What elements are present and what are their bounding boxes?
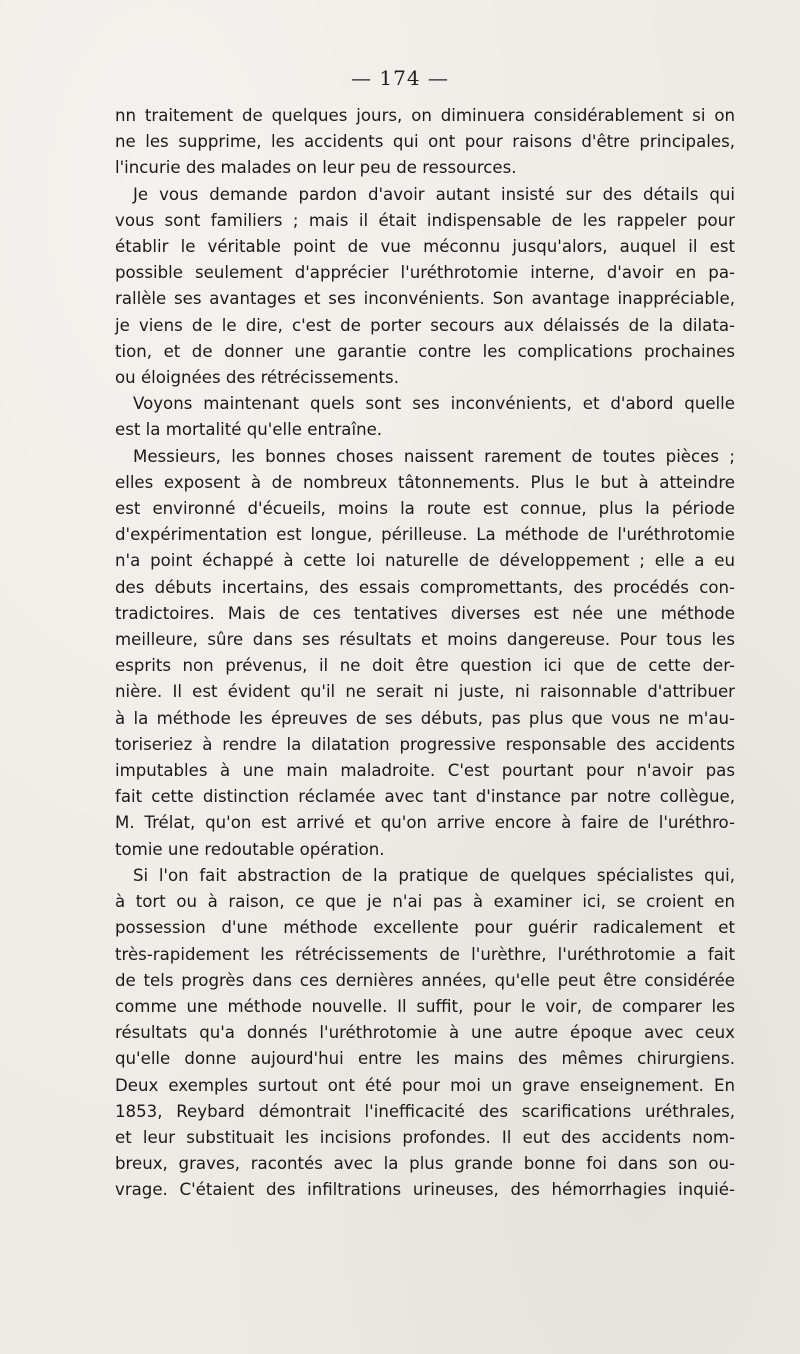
text-line: ou éloignées des rétrécissements.: [115, 368, 399, 388]
text-line: fait cette distinction réclamée avec tant d'instance par notre collègue,: [115, 787, 735, 807]
text-line: possible seulement d'apprécier l'uréthrotomie interne, d'avoir en pa-: [115, 263, 735, 283]
text-line: rallèle ses avantages et ses inconvénients. Son avantage inappréciable,: [115, 289, 735, 309]
text-line: n'a point échappé à cette loi naturelle de développement ; elle a eu: [115, 551, 735, 571]
text-line: très-rapidement les rétrécissements de l'urèthre, l'uréthrotomie a fait: [115, 944, 735, 964]
text-line: à tort ou à raison, ce que je n'ai pas à examiner ici, se croient en: [115, 892, 735, 912]
text-line: elles exposent à de nombreux tâtonnements. Plus le but à atteindre: [115, 472, 735, 492]
text-line: est la mortalité qu'elle entraîne.: [115, 420, 383, 440]
paragraph-2: [115, 182, 735, 392]
text-line: Voyons maintenant quels sont ses inconvénients, et d'abord quelle: [133, 394, 735, 414]
text-line: établir le véritable point de vue méconnu jusqu'alors, auquel il est: [115, 237, 735, 257]
text-line: possession d'une méthode excellente pour guérir radicalement et: [115, 918, 735, 938]
text-line: breux, graves, racontés avec la plus grande bonne foi dans son ou-: [115, 1154, 735, 1174]
text-line: de tels progrès dans ces dernières années, qu'elle peut être considérée: [115, 970, 735, 990]
text-line: vrage. C'étaient des infiltrations urineuses, des hémorrhagies inquié-: [115, 1180, 735, 1200]
text-line: je viens de le dire, c'est de porter secours aux délaissés de la dilata-: [115, 315, 735, 335]
text-line: comme une méthode nouvelle. Il suffit, pour le voir, de comparer les: [115, 996, 735, 1016]
text-line: ne les supprime, les accidents qui ont pour raisons d'être principales,: [115, 132, 735, 152]
body-text: [115, 103, 735, 1204]
text-line: tion, et de donner une garantie contre les complications prochaines: [115, 341, 735, 361]
paragraph-5: [115, 863, 735, 1204]
text-line: M. Trélat, qu'on est arrivé et qu'on arrive encore à faire de l'uréthro-: [115, 813, 735, 833]
text-line: à la méthode les épreuves de ses débuts, pas plus que vous ne m'au-: [115, 708, 735, 728]
text-line: tradictoires. Mais de ces tentatives diverses est née une méthode: [115, 603, 735, 623]
text-line: nière. Il est évident qu'il ne serait ni juste, ni raisonnable d'attribuer: [115, 682, 735, 702]
text-line: résultats qu'a donnés l'uréthrotomie à une autre époque avec ceux: [115, 1023, 735, 1043]
text-line: imputables à une main maladroite. C'est pourtant pour n'avoir pas: [115, 761, 735, 781]
text-line: esprits non prévenus, il ne doit être question ici que de cette der-: [115, 656, 735, 676]
text-line: Deux exemples surtout ont été pour moi un grave enseignement. En: [115, 1075, 735, 1095]
text-line: Je vous demande pardon d'avoir autant insisté sur des détails qui: [133, 184, 735, 204]
text-line: est environné d'écueils, moins la route est connue, plus la période: [115, 499, 735, 519]
text-line: qu'elle donne aujourd'hui entre les mains des mêmes chirurgiens.: [115, 1049, 735, 1069]
text-line: 1853, Reybard démontrait l'inefficacité des scarifications uréthrales,: [115, 1101, 735, 1121]
paragraph-1: [115, 103, 735, 182]
page-number: — 174 —: [351, 66, 449, 90]
text-line: Si l'on fait abstraction de la pratique de quelques spécialistes qui,: [133, 865, 735, 885]
text-line: Messieurs, les bonnes choses naissent rarement de toutes pièces ;: [133, 446, 735, 466]
text-line: tomie une redoutable opération.: [115, 839, 385, 859]
text-line: nn traitement de quelques jours, on diminuera considérablement si on: [115, 106, 735, 125]
text-line: d'expérimentation est longue, périlleuse. La méthode de l'uréthrotomie: [115, 525, 735, 545]
text-line: l'incurie des malades on leur peu de ressources.: [115, 158, 517, 178]
text-line: et leur substituait les incisions profondes. Il eut des accidents nom-: [115, 1127, 735, 1147]
text-line: toriseriez à rendre la dilatation progressive responsable des accidents: [115, 734, 735, 754]
paragraph-4: [115, 444, 735, 863]
paragraph-3: [115, 391, 735, 443]
text-line: vous sont familiers ; mais il était indispensable de les rappeler pour: [115, 210, 735, 230]
text-line: meilleure, sûre dans ses résultats et moins dangereuse. Pour tous les: [115, 630, 735, 650]
text-line: des débuts incertains, des essais compromettants, des procédés con-: [115, 577, 735, 597]
